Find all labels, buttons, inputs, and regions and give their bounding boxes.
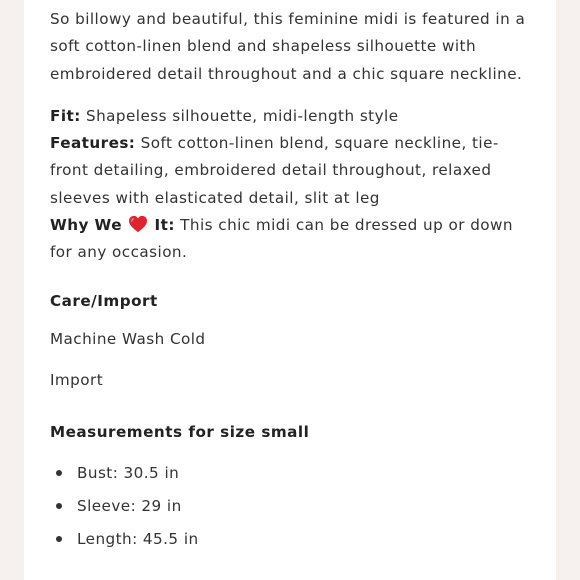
care-import-heading: Care/Import	[50, 292, 158, 310]
measurements-heading: Measurements for size small	[50, 423, 310, 441]
features-text: Soft cotton-linen blend, square neckline, tie-front detailing, embroidered detail throughout, relaxed sleeves with elasticated detail, slit at leg	[50, 134, 499, 207]
measurement-bust: Bust: 30.5 in	[77, 464, 180, 482]
why-we-love-it-line	[50, 212, 530, 267]
fit-text: Shapeless silhouette, midi-length style	[86, 106, 399, 125]
measurement-length: Length: 45.5 in	[77, 530, 199, 548]
list-item	[50, 462, 199, 495]
product-description-panel	[24, 0, 556, 580]
bullet-icon	[56, 536, 62, 542]
features-line	[50, 130, 530, 212]
intro-paragraph: So billowy and beautiful, this feminine midi is featured in a soft cotton-linen blend and shapeless silhouette with embroidered detail throughout and a chic square neckline.	[50, 10, 526, 83]
care-item: Import	[50, 371, 104, 389]
bullet-icon	[56, 470, 62, 476]
list-item	[50, 528, 199, 561]
why-text: This chic midi can be dressed up or down for any occasion.	[50, 216, 513, 262]
measurement-sleeve: Sleeve: 29 in	[77, 497, 182, 515]
why-label-end: It:	[154, 216, 175, 235]
why-label-start: Why We	[50, 216, 122, 235]
bullet-icon	[56, 503, 62, 509]
list-item	[50, 495, 199, 528]
product-specs	[50, 103, 530, 267]
fit-label: Fit:	[50, 106, 81, 125]
features-label: Features:	[50, 134, 136, 153]
heart-icon	[128, 215, 148, 233]
care-item: Machine Wash Cold	[50, 330, 206, 348]
measurements-list	[50, 462, 199, 561]
fit-line	[50, 103, 530, 130]
